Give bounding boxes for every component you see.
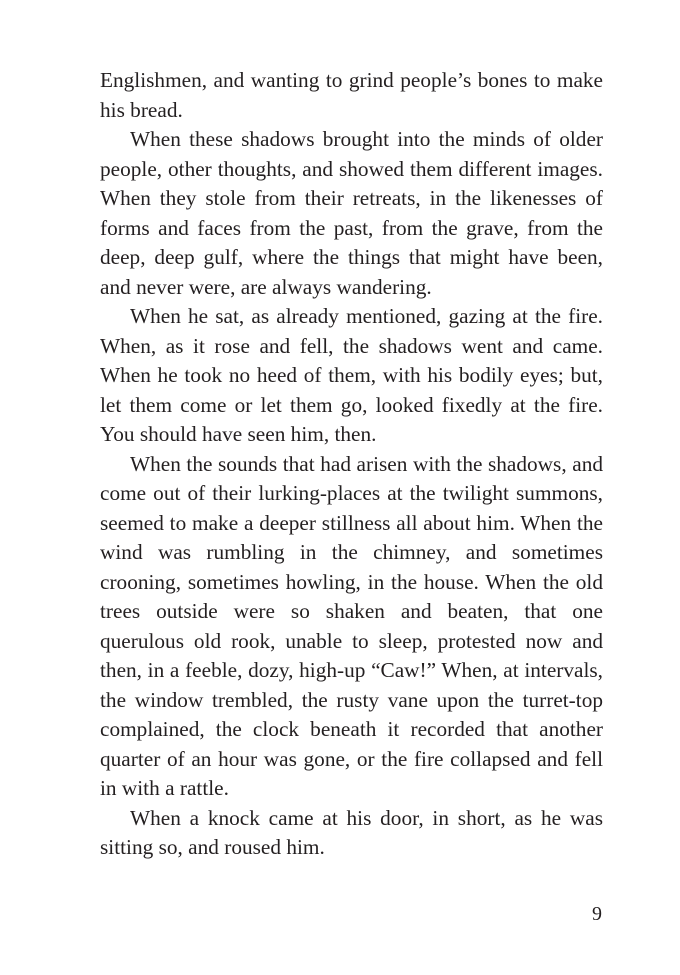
page-number: 9 [592, 903, 602, 925]
page-body [100, 66, 603, 863]
paragraph-1: Englishmen, and wanting to grind people’s bones to make his bread. [100, 68, 603, 122]
paragraph-4: When the sounds that had arisen with the shadows, and come out of their lurking-places at the twilight summons, seemed to make a deeper stillness all about him. When the wind was rumbling in the chimney, and sometimes crooning, sometimes howling, in the house. When the old trees outside were so shaken and beaten, that one querulous old rook, unable to sleep, protested now and then, in a feeble, dozy, high-up “Caw!” When, at intervals, the window trembled, the rusty vane upon the turret-top complained, the clock beneath it recorded that another quarter of an hour was gone, or the fire collapsed and fell in with a rattle. [100, 451, 603, 800]
paragraph-5: When a knock came at his door, in short, as he was sitting so, and roused him. [100, 805, 603, 859]
paragraph-2: When these shadows brought into the minds of older people, other thoughts, and showed them different images. When they stole from their retreats, in the likenesses of forms and faces from the past, from the grave, from the deep, deep gulf, where the things that might have been, and never were, are always wandering. [100, 127, 603, 299]
paragraph-3: When he sat, as already mentioned, gazing at the fire. When, as it rose and fell, the shadows went and came. When he took no heed of them, with his bodily eyes; but, let them come or let them go, looked fixedly at the fire. You should have seen him, then. [100, 304, 603, 446]
